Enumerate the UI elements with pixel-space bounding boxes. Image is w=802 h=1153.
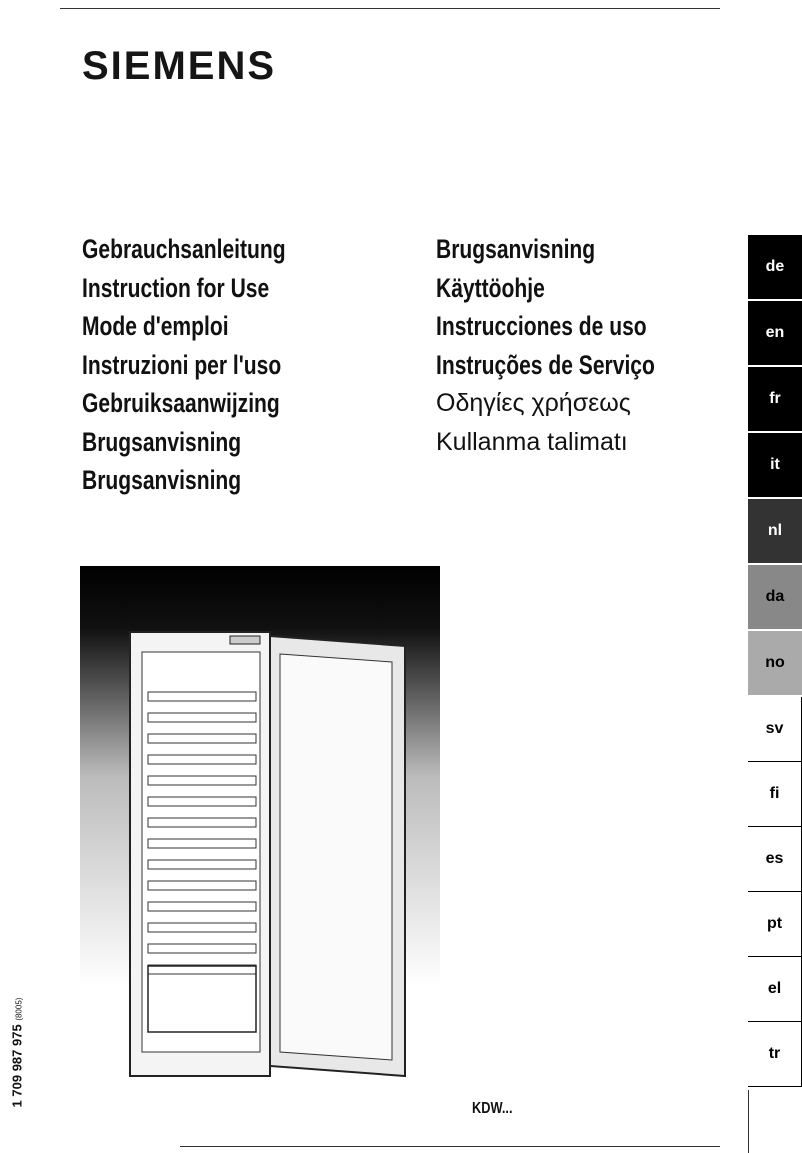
tab-rule: [748, 1090, 749, 1153]
title: Brugsanvisning: [436, 234, 596, 264]
tab-da[interactable]: da: [748, 565, 802, 631]
tab-sv[interactable]: sv: [748, 697, 802, 762]
fridge-illustration: [80, 566, 442, 1086]
title: Instrucciones de uso: [436, 311, 647, 341]
tab-pt[interactable]: pt: [748, 892, 802, 957]
language-tabs: [748, 235, 802, 1087]
tab-el[interactable]: el: [748, 957, 802, 1022]
title: Οδηγίες χρήσεως: [436, 389, 631, 417]
tab-fi[interactable]: fi: [748, 762, 802, 827]
title: Mode d'emploi: [82, 311, 229, 341]
tab-it[interactable]: it: [748, 433, 802, 499]
document-number: [9, 998, 24, 1108]
tab-tr[interactable]: tr: [748, 1022, 802, 1087]
titles-right: [436, 230, 717, 461]
tab-nl[interactable]: nl: [748, 499, 802, 565]
doc-edition: (8005): [14, 997, 24, 1021]
title: Instruzioni per l'uso: [82, 349, 282, 380]
title: Käyttöohje: [436, 272, 545, 303]
tab-fr[interactable]: fr: [748, 367, 802, 433]
titles-left: [82, 230, 343, 500]
tab-en[interactable]: en: [748, 301, 802, 367]
title: Gebruiksaanwijzing: [82, 388, 280, 418]
siemens-logo: SIEMENS: [82, 44, 277, 88]
model-label: KDW...: [472, 1100, 513, 1117]
title: Instruction for Use: [82, 272, 270, 303]
title: Brugsanvisning: [82, 426, 242, 457]
title: Brugsanvisning: [82, 465, 242, 495]
tab-no[interactable]: no: [748, 631, 802, 697]
bottom-rule: [180, 1146, 720, 1147]
tab-de[interactable]: de: [748, 235, 802, 301]
title: Instruções de Serviço: [436, 349, 655, 380]
doc-number: 1 709 987 975: [9, 1024, 25, 1108]
title: Kullanma talimatı: [436, 427, 628, 456]
tab-es[interactable]: es: [748, 827, 802, 892]
top-rule: [60, 8, 720, 9]
title: Gebrauchsanleitung: [82, 234, 286, 264]
